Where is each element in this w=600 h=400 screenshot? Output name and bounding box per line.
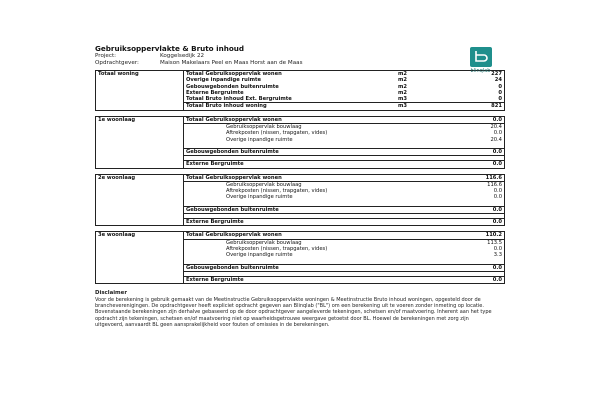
row-value: 24 <box>494 77 502 84</box>
disclaimer-text: Voor de berekening is gebruik gemaakt van de Meetinstructie Gebruiksoppervlakte woningen & Meetinstructie Bruto inhoud woningen, opgesteld door de brancheverenigingen. De opdrachtgever heeft expliciet opdracht gegeven aan Blinqlab ("BL") om een berekening uit te voeren zonder inmeting op locatie. Bovenstaande berekeningen zijn derhalve gebaseerd op de door opdrachtgever aangeleverde tekeningen, schetsen en/of maatvoering. Inherent aan het type opdracht zijn tekeningen, schetsen en/of maatvoering niet op waarheidsgetrouwe weergave getoetst door BL. Hoewel de berekeningen met zorg zijn uitgevoerd, aanvaardt BL geen aansprakelijkheid voor fouten of omissies in de berekeningen. <box>95 296 492 329</box>
row-label: Aftrekposten (nissen, trapgaten, vides) <box>226 245 328 252</box>
row-value: 0.0 <box>493 130 502 137</box>
row-value: 0.0 <box>493 188 502 195</box>
woonlaag-table <box>95 116 505 169</box>
row-value: 0.0 <box>460 161 505 168</box>
row-label: Externe Bergruimte <box>184 161 461 168</box>
row-unit: m3 <box>396 103 460 110</box>
row-value: 116.6 <box>487 181 502 188</box>
logo-b-icon <box>470 47 492 67</box>
totaal-row <box>96 71 505 78</box>
row-label: Aftrekposten (nissen, trapgaten, vides) <box>226 188 328 195</box>
row-value: 0 <box>498 89 502 96</box>
row-label: Externe Bergruimte <box>184 219 461 226</box>
row-value: 20.4 <box>490 136 502 143</box>
document-title: Gebruiksoppervlakte & Bruto inhoud <box>95 44 245 53</box>
project-row <box>95 53 505 60</box>
section-label: 1e woonlaag <box>96 116 184 168</box>
row-label: Gebruiksoppervlak bouwlaag <box>226 124 302 131</box>
client-value: Maison Makelaars Peel en Maas Horst aan de Maas <box>160 60 303 66</box>
row-label: Gebouwgebonden buitenruimte <box>184 148 461 155</box>
row-label: Externe Bergruimte <box>184 276 461 283</box>
row-label: Totaal Bruto inhoud woning <box>184 103 397 110</box>
project-label: Project: <box>95 53 117 59</box>
logo-text: blinqlab <box>470 68 491 74</box>
document-page <box>95 44 505 329</box>
blinqlab-logo <box>458 47 503 74</box>
row-label: Overige inpandige ruimte <box>226 194 293 201</box>
section-label: 3e woonlaag <box>96 232 184 284</box>
row-label: Aftrekposten (nissen, trapgaten, vides) <box>226 130 328 137</box>
woonlaag-table <box>95 174 505 227</box>
row-value: 113.5 <box>487 239 502 246</box>
row-unit: m2 <box>398 71 408 77</box>
totaal-woning-table <box>95 70 505 111</box>
row-label: Overige inpandige ruimte <box>226 136 293 143</box>
row-label: Totaal Gebruiksoppervlak wonen <box>184 174 461 181</box>
row-label: Gebouwgebonden buitenruimte <box>186 83 279 90</box>
row-label: Totaal Bruto inhoud Ext. Bergruimte <box>186 96 292 103</box>
client-label: Opdrachtgever: <box>95 60 139 66</box>
client-row <box>95 60 505 67</box>
row-label: Totaal Gebruiksoppervlak wonen <box>184 232 461 239</box>
row-value: 0.0 <box>460 206 505 213</box>
woonlaag-table <box>95 231 505 284</box>
row-value: 0.0 <box>460 276 505 283</box>
row-label: Gebruiksoppervlak bouwlaag <box>226 181 302 188</box>
row-label: Overige inpandige ruimte <box>186 77 262 84</box>
row-value: 821 <box>460 103 505 110</box>
disclaimer <box>95 290 495 328</box>
row-label: Gebruiksoppervlak bouwlaag <box>226 239 302 246</box>
total-row <box>96 174 505 181</box>
total-row <box>96 232 505 239</box>
row-label: Gebouwgebonden buitenruimte <box>184 206 461 213</box>
row-unit: m3 <box>398 96 408 103</box>
row-value: 3.3 <box>493 252 502 259</box>
total-row <box>96 116 505 123</box>
row-value: 110.2 <box>460 232 505 239</box>
row-value: 20.4 <box>490 124 502 131</box>
row-label: Totaal Gebruiksoppervlak wonen <box>184 116 461 123</box>
row-label: Overige inpandige ruimte <box>226 252 293 259</box>
row-value: 0.0 <box>460 219 505 226</box>
row-value: 0 <box>498 96 502 103</box>
section-label: Totaal woning <box>96 71 184 111</box>
row-unit: m2 <box>398 89 408 96</box>
row-value: 0.0 <box>460 264 505 271</box>
row-label: Gebouwgebonden buitenruimte <box>184 264 461 271</box>
row-label: Totaal Gebruiksoppervlak wonen <box>186 71 282 77</box>
row-unit: m2 <box>398 83 408 90</box>
row-label: Externe Bergruimte <box>186 89 244 96</box>
row-value: 116.6 <box>460 174 505 181</box>
section-label: 2e woonlaag <box>96 174 184 226</box>
row-value: 227 <box>491 71 502 77</box>
row-value: 0 <box>498 83 502 90</box>
row-unit: m2 <box>398 77 408 84</box>
row-value: 0.0 <box>493 194 502 201</box>
row-value: 0.0 <box>460 148 505 155</box>
disclaimer-heading: Disclaimer <box>95 290 127 297</box>
row-value: 0.0 <box>493 245 502 252</box>
project-value: Koggelsedijk 22 <box>160 53 205 59</box>
row-value: 0.0 <box>460 116 505 123</box>
